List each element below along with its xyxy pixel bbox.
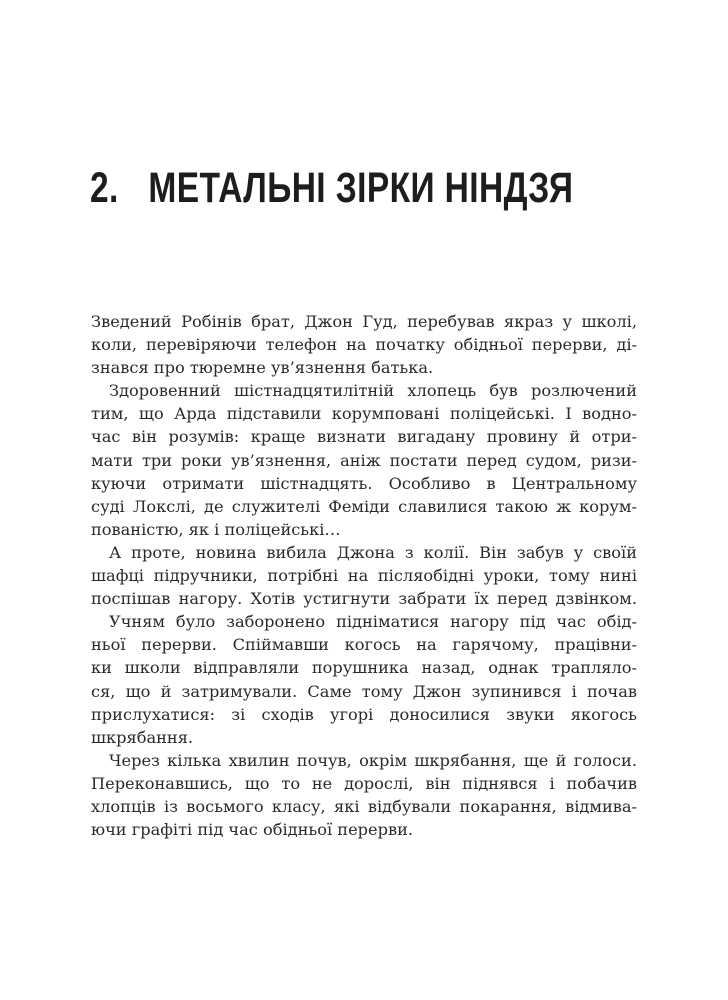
text-line: ки школи відправляли порушника назад, однак трапляло-: [91, 658, 637, 678]
text-line: знався про тюремне ув’язнення батька.: [91, 358, 434, 378]
text-line: Здоровенний шістнадцятилітній хлопець був розлючений: [109, 381, 637, 401]
text-line: Учням було заборонено підніматися нагору під час обід-: [109, 612, 637, 632]
text-line: А проте, новина вибила Джона з колії. Він забув у своїй: [109, 542, 637, 562]
paragraph: [91, 749, 637, 841]
text-line: Переконавшись, що то не дорослі, він піднявся і побачив: [91, 773, 637, 793]
text-line: суді Локслі, де служителі Феміди славилися такою ж корум-: [91, 496, 637, 516]
text-line: ся, що й затримували. Саме тому Джон зупинився і почав: [91, 681, 637, 701]
text-line: Зведений Робінів брат, Джон Гуд, перебував якраз у школі,: [91, 312, 637, 331]
text-line: час він розумів: краще визнати вигадану провину й отри-: [91, 427, 637, 447]
text-line: мати три роки ув’язнення, аніж постати перед судом, ризи-: [91, 450, 637, 470]
text-line: шкрябання.: [91, 727, 194, 747]
text-line: хлопців із восьмого класу, які відбували покарання, відмива-: [91, 796, 637, 816]
paragraph: [91, 610, 637, 749]
text-line: прислухатися: зі сходів угорі доносилися звуки якогось: [91, 704, 637, 724]
text-line: тим, що Арда підставили корумповані поліцейські. І водно-: [91, 404, 637, 424]
chapter-number: 2.: [90, 164, 119, 212]
text-line: поспішав нагору. Хотів устигнути забрати їх перед дзвінком.: [91, 589, 637, 609]
text-line: пованістю, як і поліцейські…: [91, 519, 341, 539]
text-line: шафці підручники, потрібні на післяобідні уроки, тому нині: [91, 566, 637, 586]
text-line: Через кілька хвилин почув, окрім шкрябання, ще й голоси.: [109, 750, 637, 770]
paragraph: [91, 379, 637, 541]
text-line: ючи графіті під час обідньої перерви.: [91, 820, 414, 840]
chapter-title: МЕТАЛЬНІ ЗІРКИ НІНДЗЯ: [148, 164, 574, 212]
text-line: коли, перевіряючи телефон на початку обідньої перерви, ді-: [91, 335, 637, 355]
text-line: ньої перерви. Спіймавши когось на гарячому, працівни-: [91, 635, 637, 655]
chapter-heading: [90, 164, 573, 213]
paragraph: [91, 310, 637, 379]
chapter-body-text: [91, 310, 637, 841]
paragraph: [91, 541, 637, 610]
text-line: куючи отримати шістнадцять. Особливо в Центральному: [91, 473, 637, 493]
